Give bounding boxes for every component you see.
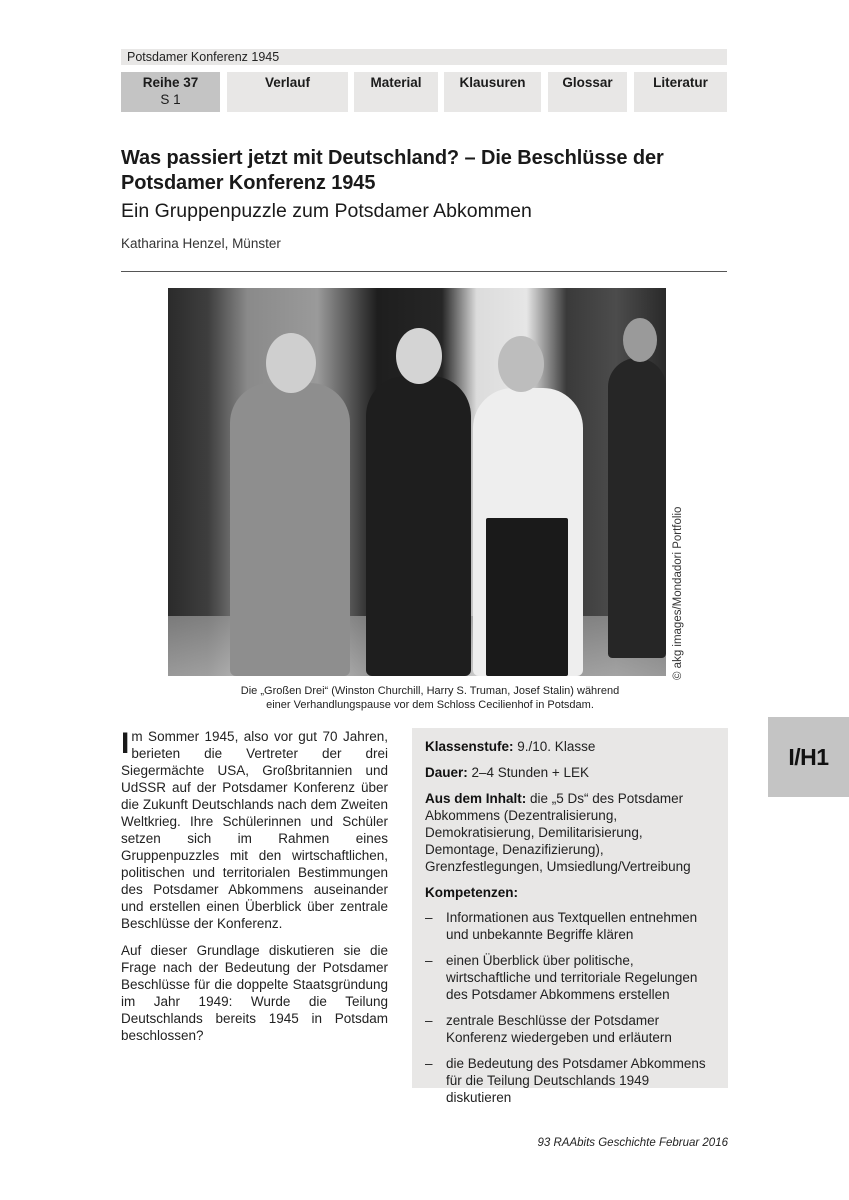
list-item — [425, 1012, 718, 1046]
page-subtitle: Ein Gruppenpuzzle zum Potsdamer Abkommen — [121, 200, 532, 222]
dash-bullet-icon: – — [425, 953, 433, 968]
nav-tab-reihe[interactable] — [121, 72, 220, 112]
divider — [121, 271, 727, 272]
dash-bullet-icon: – — [425, 1056, 433, 1071]
page-title: Was passiert jetzt mit Deutschland? – Die Beschlüsse der Potsdamer Konferenz 1945 — [121, 147, 664, 194]
series-title-bar — [121, 49, 727, 65]
info-klassenstufe — [425, 738, 718, 755]
intro-text — [121, 728, 388, 1054]
info-value: 9./10. Klasse — [513, 739, 596, 754]
info-inhalt — [425, 790, 718, 875]
info-value: 2–4 Stunden + LEK — [467, 765, 589, 780]
list-item-text: einen Überblick über politische, wirtschaftliche und territoriale Regelungen des Potsdamer Abkommens erstellen — [446, 953, 698, 1002]
section-tab — [768, 717, 849, 797]
list-item — [425, 909, 718, 943]
series-title: Potsdamer Konferenz 1945 — [127, 50, 280, 64]
dash-bullet-icon: – — [425, 910, 433, 925]
section-tab-label: I/H1 — [788, 744, 829, 770]
caption-line: Die „Großen Drei“ (Winston Churchill, Harry S. Truman, Josef Stalin) während — [240, 685, 620, 697]
photo-head — [623, 318, 657, 362]
info-box — [412, 728, 728, 1105]
list-item-text: zentrale Beschlüsse der Potsdamer Konferenz wiedergeben und erläutern — [446, 1013, 672, 1045]
info-dauer — [425, 764, 718, 781]
photo-caption — [160, 684, 700, 712]
photo-figure-churchill — [230, 383, 350, 676]
historical-photo — [168, 288, 666, 676]
photo-trousers — [486, 518, 568, 676]
caption-line: einer Verhandlungspause vor dem Schloss Cecilienhof in Potsdam. — [266, 699, 594, 711]
nav-tab-label: Material — [370, 75, 422, 90]
info-value: die „5 Ds“ des Potsdamer Abkommens (Dezentralisierung, Demokratisierung, Demilitarisierung, Demontage, Denazifizierung), Grenzfestlegungen, Umsiedlung/Vertreibung — [425, 791, 691, 874]
info-label: Kompetenzen: — [425, 885, 519, 900]
nav-tab-sublabel: S 1 — [160, 92, 181, 107]
dash-bullet-icon: – — [425, 1013, 433, 1028]
intro-paragraph — [121, 728, 388, 932]
nav-tab-literatur[interactable] — [634, 72, 727, 112]
info-label: Klassenstufe: — [425, 739, 514, 754]
photo-head — [396, 328, 442, 384]
photo-figure-truman — [366, 376, 471, 676]
nav-tab-klausuren[interactable] — [444, 72, 541, 112]
nav-tab-label: Literatur — [653, 75, 708, 90]
intro-paragraph-text: m Sommer 1945, also vor gut 70 Jahren, berieten die Vertreter der drei Siegermächte USA, Großbritannien und UdSSR auf der Potsdamer Konferenz über die Zukunft Deutschlands nach dem Zweiten Weltkrieg. Ihre Schülerinnen und Schüler setzen sich im Rahmen eines Gruppenpuzzles mit den wirtschaftlichen, politischen und territorialen Bestimmungen des Potsdamer Abkommens auseinander und erstellen einen Überblick über zentrale Beschlüsse der Konferenz. — [121, 729, 388, 931]
nav-tab-material[interactable] — [354, 72, 438, 112]
intro-paragraph: Auf dieser Grundlage diskutieren sie die Frage nach der Bedeutung der Potsdamer Beschlüsse für die doppelte Staatsgründung im Jahr 1949: Wurde die Teilung Deutschlands bereits 1945 in Potsdam beschlossen? — [121, 943, 388, 1043]
photo-head — [266, 333, 316, 393]
info-label: Dauer: — [425, 765, 468, 780]
page-footer: 93 RAAbits Geschichte Februar 2016 — [537, 1137, 728, 1149]
photo-figure-soldier — [608, 358, 666, 658]
photo-head — [498, 336, 544, 392]
kompetenzen-list — [425, 909, 718, 1106]
nav-tab-glossar[interactable] — [548, 72, 627, 112]
nav-tab-label: Klausuren — [459, 75, 526, 90]
nav-tab-label: Reihe 37 — [142, 75, 199, 90]
dropcap: I — [121, 727, 130, 760]
info-label: Aus dem Inhalt: — [425, 791, 527, 806]
nav-tab-verlauf[interactable] — [227, 72, 348, 112]
nav-tab-label: Verlauf — [264, 75, 311, 90]
list-item — [425, 1055, 718, 1106]
list-item — [425, 952, 718, 1003]
author-line: Katharina Henzel, Münster — [121, 236, 281, 251]
nav-tab-label: Glossar — [562, 75, 613, 90]
photo-credit: © akg images/Mondadori Portfolio — [672, 506, 684, 680]
list-item-text: Informationen aus Textquellen entnehmen und unbekannte Begriffe klären — [446, 910, 698, 942]
list-item-text: die Bedeutung des Potsdamer Abkommens für die Teilung Deutschlands 1949 diskutieren — [446, 1056, 706, 1105]
info-kompetenzen-heading — [425, 884, 718, 901]
